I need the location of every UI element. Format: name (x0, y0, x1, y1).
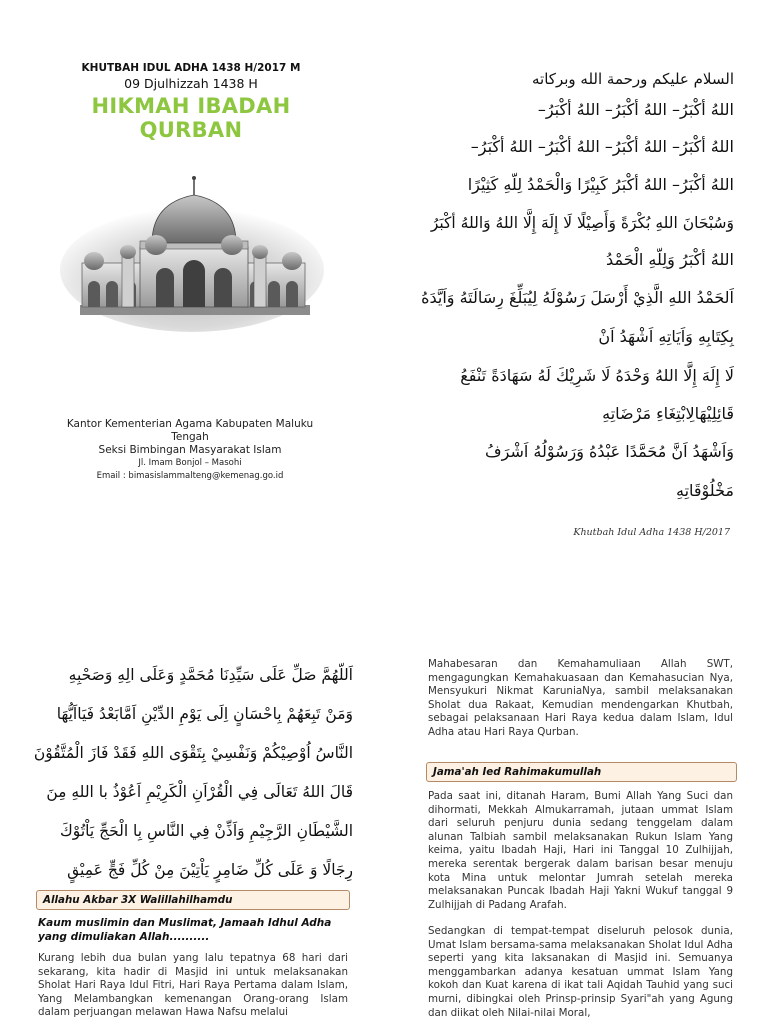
section-heading-jamaah: Jama'ah Ied Rahimakumullah (426, 762, 737, 782)
office-info (50, 418, 330, 483)
arabic-line: لَا إِلَهَ إِلَّا اللهُ وَحْدَهُ لَا شَرِيْكَ لَهُ سَهَادَةً تَنْفَعُ (460, 366, 734, 385)
right-paragraph-3: Sedangkan di tempat-tempat diseluruh pelosok dunia, Umat Islam bersama-sama melaksanakan Sholat Idul Adha seperti yang kita laksanakan di Masjid ini. Semuanya menggambarkan adanya kesatuan ummat Islam Yang kokoh dan Kuat karena di ikat tali Aqidah Tauhid yang suci murni, dibingkai oleh Prinsp-prinsip Syari"ah yang Agung dan diikat oleh Nilai-nilai Moral, (428, 925, 733, 1019)
arabic-line: وَسُبْحَانَ اللهِ بُكْرَةً وَأَصِيْلًا لَا إِلَهَ إِلَّا اللهُ وَاللهُ أكْبَرُ (430, 214, 734, 232)
main-title: HIKMAH IBADAH QURBAN (91, 94, 291, 142)
office-line-1: Kantor Kementerian Agama Kabupaten Maluku Tengah (66, 418, 314, 443)
hijri-date: 09 Djulhizzah 1438 H (124, 76, 258, 91)
arabic-line: وَمَنْ تَبِعَهُمْ بِاحْسَانٍ اِلَى يَوْمِ الدِّيْنِ اَمَّابَعْدُ فَيَااَيُّهَا (56, 705, 353, 723)
arabic-line: قَالَ اللهُ تَعَالَى فِي الْقُرْاَنِ الْكَرِيْمِ اَعُوْذُ با اللهِ مِنَ (46, 783, 353, 801)
khutbah-title: KHUTBAH IDUL ADHA 1438 H/2017 M (81, 62, 301, 74)
left-paragraph: Kurang lebih dua bulan yang lalu tepatnya 68 hari dari sekarang, kita hadir di Masjid ini untuk melaksanakan Sholat Hari Raya Idul Fitri, Hari Raya Pertama dalam Islam, Yang Melambangkan kemenangan Orang-orang Islam dalam perjuangan melawan Hawa Nafsu melalui (38, 952, 348, 1019)
right-paragraph-1: Mahabesaran dan Kemahamuliaan Allah SWT, mengagungkan Kemahakuasaan dan Kemahasucian Nya, Mensyukuri Nikmat KaruniaNya, sambil melaksanakan Sholat dua Rakaat, Kemudian mendengarkan Khutbah, sebagai pelaksanaan Hari Raya kedua dalam Islam, Idul Adha atau Hari Raya Qurban. (428, 658, 733, 738)
arabic-line: النَّاسُ اُوْصِيْكُمْ وَنَفْسِيْ بِتَقْوَى اللهِ فَقَدْ فَازَ الْمُتَّقُوْنَ (33, 744, 353, 762)
arabic-line: اللهُ أكْبَرُ– اللهُ أكْبَرُ– اللهُ أكْبَرُ– (537, 100, 734, 119)
arabic-line: قَائِلِيْهَالِابْتِغَاءِ مَرْضَاتِهِ (602, 404, 734, 423)
section-subheading: Kaum muslimin dan Muslimat, Jamaah Idhul Adha yang dimuliakan Allah.......... (38, 917, 332, 943)
arabic-line: اللهُ أكْبَرُ– اللهُ أكْبَرُ– اللهُ أكْبَرُ– اللهُ أكْبَرُ– (470, 137, 734, 156)
arabic-line: اَللّهُمَّ صَلِّ عَلَى سَيِّدِنَا مُحَمَّدٍ وَعَلَى الِهِ وَصَحْبِهِ (68, 666, 353, 684)
arabic-line: السلام عليكم ورحمة الله وبركاته (532, 70, 734, 88)
page-footer: Khutbah Idul Adha 1438 H/2017 (573, 527, 730, 538)
right-paragraph-2: Pada saat ini, ditanah Haram, Bumi Allah Yang Suci dan dihormati, Mekkah Almukarramah, jutaan ummat Islam dari seluruh penjuru dunia sedang tenggelam dalam alunan Talbiah sambil melaksanakan Rukun Islam Yang keima, yaitu Ibadah Haji, Hari ini Tanggal 10 Zulhijjah, mereka serentak bergerak dalam barisan besar menuju kota Mina untuk melontar Jumrah setelah mereka melaksanakan Puncak Ibadah Haji Yakni Wukuf tanggal 9 Zulhijjah di Padang Arafah. (428, 790, 733, 911)
office-email: Email : bimasislammalteng@kemenag.go.id (96, 471, 284, 481)
arabic-line: وَاَشْهَدُ اَنَّ مُحَمَّدًا عَبْدُهُ وَرَسُوْلُهُ اَشْرَفُ (485, 442, 734, 461)
arabic-line: بِكِتَابِهِ وَاَيَاتِهِ اَشْهَدُ اَنْ (598, 327, 734, 346)
arabic-line: اَلحَمْدُ اللهِ الَّذِيْ أَرْسَلَ رَسُوْلَهُ لِيُبَلِّغَ رِسَالَتَهُ وَاَيَّدَهُ (421, 288, 734, 307)
arabic-line: الشَّيْطَانِ الرَّجِيْمِ وَاَذِّنْ فِي النَّاسِ بِا الْحَجِّ يَاْتُوْكَ (60, 822, 353, 840)
office-line-2: Seksi Bimbingan Masyarakat Islam (98, 444, 282, 456)
cover-header (56, 62, 326, 142)
arabic-line: مَخْلُوْقَاتِهِ (675, 481, 734, 500)
arabic-line: اللهُ أكْبَرُ– اللهُ أكْبَرُ كَبِيْرًا وَالْحَمْدُ لِلّهِ كَثِيْرًا (467, 175, 734, 194)
arabic-line: اللهُ أكْبَرُ وَلِلّهِ الْحَمْدُ (606, 250, 734, 269)
section-heading-takbir: Allahu Akbar 3X Walillahilhamdu (36, 890, 350, 910)
arabic-line: رِجَالًا وَ عَلَى كُلِّ ضَامِرٍ يَاْتِيْنَ مِنْ كُلِّ فَجٍّ عَمِيْقٍ (67, 861, 353, 879)
opening-arabic-block (396, 66, 734, 510)
mosque-icon (60, 165, 325, 335)
office-address: Jl. Imam Bonjol – Masohi (138, 458, 242, 468)
left-arabic-block (33, 656, 353, 890)
